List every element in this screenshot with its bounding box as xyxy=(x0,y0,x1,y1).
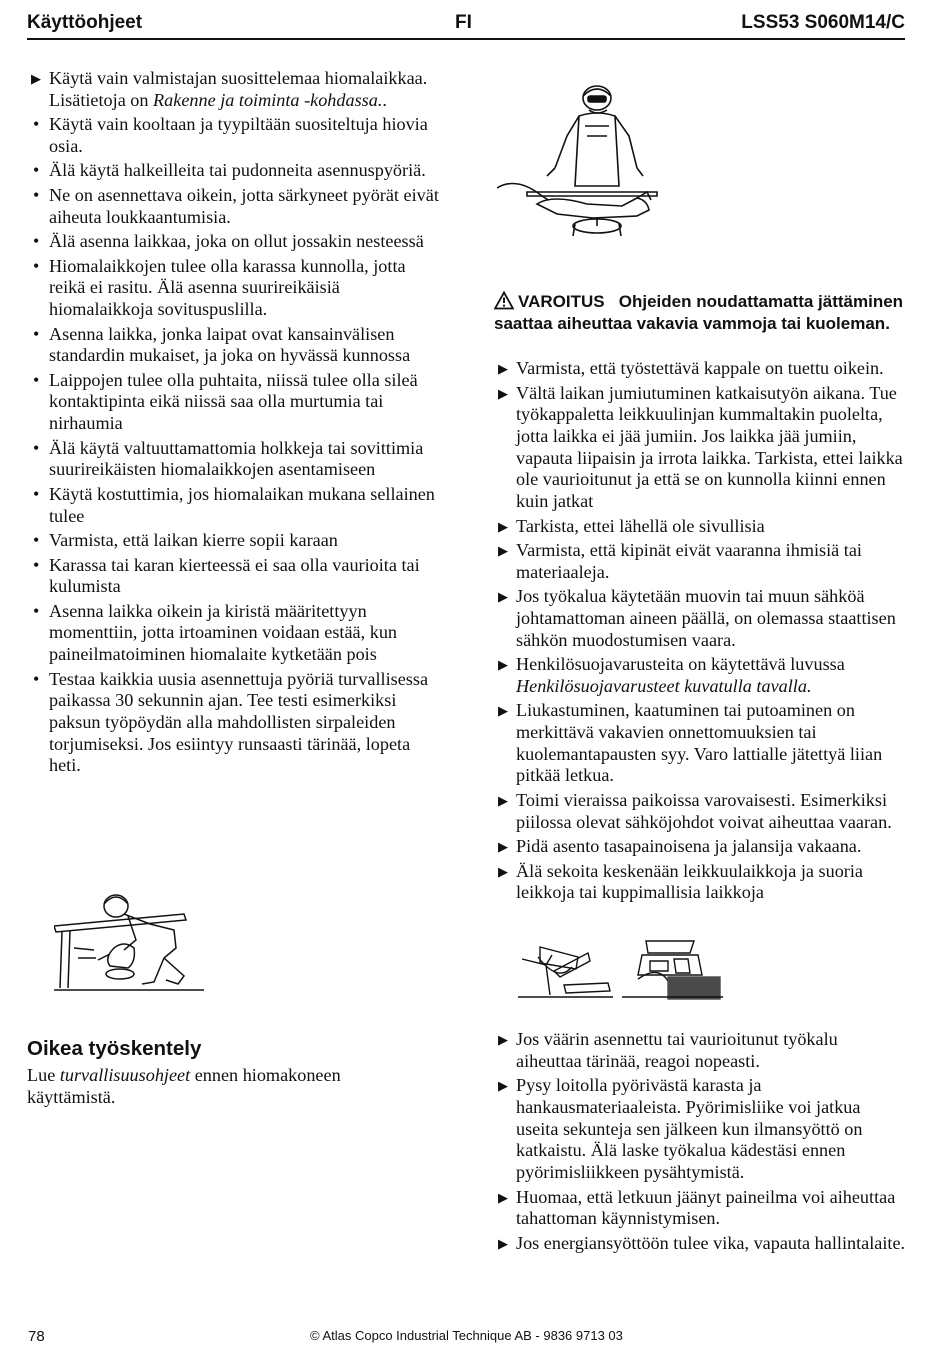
wheel-types-illustration xyxy=(518,935,723,1001)
triangle-bullet-icon: ▶ xyxy=(498,385,508,401)
text-run: Vältä laikan jumiutuminen katkaisutyön aikana. Tue työkappaletta leikkuulinjan kummaltakin puolelta, jotta laikka ei jää jumiin. Jos laikka jää jumiin, vapauta liipaisin ja irrota laikka. Tarkista, ettei laikka ole vaurioitunut ja että se on kunnolla kiinni ennen kuin jatkat xyxy=(516,382,903,512)
dot-bullet-icon: • xyxy=(33,323,40,344)
list-item xyxy=(30,185,445,228)
triangle-bullet-icon: ▶ xyxy=(498,1032,508,1047)
list-item xyxy=(497,1075,907,1184)
wheel-test-under-bench-illustration xyxy=(54,888,204,992)
triangle-bullet-icon: ▶ xyxy=(498,863,508,879)
triangle-bullet-icon: ▶ xyxy=(498,361,508,376)
text-run: Pysy loitolla pyörivästä karasta ja hankausmateriaaleista. Pyörimisliike voi jatkua useita sekunteja sen jälkeen kun ilmansyöttö on katkaistu. Älä laske työkalua kädestäsi ennen pyörimisliikkeen pysähtymistä. xyxy=(516,1075,863,1183)
header-model: LSS53 S060M14/C xyxy=(741,12,905,33)
dot-bullet-icon: • xyxy=(33,483,40,504)
section-title: Oikea työskentely xyxy=(27,1037,202,1060)
triangle-bullet-icon: ▶ xyxy=(498,1078,508,1094)
dot-bullet-icon: • xyxy=(33,184,40,205)
header-title: Käyttöohjeet xyxy=(27,12,143,33)
text-run: Käytä vain valmistajan suosittelemaa hiomalaikkaa. Lisätietoja on xyxy=(49,68,428,110)
dot-bullet-icon: • xyxy=(33,114,40,135)
list-item xyxy=(30,530,445,552)
text-run: Käytä vain kooltaan ja tyypiltään suositeltuja hiovia osia. xyxy=(49,114,428,156)
warning-label: VAROITUS xyxy=(518,292,605,311)
lower-right-list xyxy=(497,1029,907,1254)
text-run: Jos työkalua käytetään muovin tai muun sähköä johtamattoman aineen päällä, on olemassa staattisen sähkön muodostumisen vaara. xyxy=(516,586,896,650)
list-item xyxy=(30,68,445,111)
text-run: ennen hiomakoneen käyttämistä. xyxy=(27,1065,341,1107)
page-number: 78 xyxy=(28,1328,45,1345)
text-run: Käytä kostuttimia, jos hiomalaikan mukana sellainen tulee xyxy=(49,483,435,526)
triangle-bullet-icon: ▶ xyxy=(498,1189,508,1205)
page-header xyxy=(27,10,905,40)
text-run: turvallisuusohjeet xyxy=(59,1065,191,1085)
footer-copyright: © Atlas Copco Industrial Technique AB - 9836 9713 03 xyxy=(310,1328,623,1343)
list-item xyxy=(30,555,445,598)
list-item xyxy=(497,861,907,904)
text-run: Pidä asento tasapainoisena ja jalansija vakaana. xyxy=(516,836,862,857)
dot-bullet-icon: • xyxy=(33,369,40,390)
list-item xyxy=(30,484,445,527)
dot-bullet-icon: • xyxy=(33,160,40,181)
text-run: Asenna laikka oikein ja kiristä määritettyyn momenttiin, jotta irtoaminen voidaan estää, kun paineilmatoiminen hiomalaite kytketään pois xyxy=(49,600,398,665)
list-item xyxy=(30,114,445,157)
text-run: Varmista, että kipinät eivät vaaranna ihmisiä tai materiaaleja. xyxy=(516,540,862,582)
list-item xyxy=(497,540,907,583)
header-language: FI xyxy=(455,12,472,33)
text-run: Lue xyxy=(27,1065,60,1085)
text-run: Toimi vieraissa paikoissa varovaisesti. Esimerkiksi piilossa olevat sähköjohdot voivat aiheuttaa vaaran. xyxy=(516,789,892,832)
list-item xyxy=(30,601,445,666)
right-column xyxy=(497,358,907,907)
text-run: Asenna laikka, jonka laipat ovat kansainvälisen standardin mukaiset, ja joka on hyvässä kunnossa xyxy=(49,323,411,366)
operator-grinding-illustration xyxy=(497,76,667,246)
triangle-bullet-icon: ▶ xyxy=(498,839,508,855)
text-run: Varmista, että laikan kierre sopii karaan xyxy=(49,530,338,551)
text-run: Älä käytä halkeilleita tai pudonneita asennuspyöriä. xyxy=(49,160,426,181)
list-item xyxy=(30,669,445,778)
list-item xyxy=(497,1187,907,1230)
text-run: Laippojen tulee olla puhtaita, niissä tulee olla sileä kontaktipinta eikä niissä saa olla murtumia tai nirhaumia xyxy=(49,369,418,434)
list-item xyxy=(30,438,445,481)
list-item xyxy=(497,700,907,787)
text-run: Henkilösuojavarusteet kuvatulla tavalla. xyxy=(516,675,812,696)
text-run: Testaa kaikkia uusia asennettuja pyöriä turvallisessa paikassa 30 sekunnin ajan. Tee testi esimerkiksi paksun työpöydän alla mahdollisten sirpaleiden torjumiseksi. Jos esiintyy runsaasti tärinää, lopeta heti. xyxy=(49,668,429,776)
list-item xyxy=(30,256,445,321)
list-item xyxy=(30,370,445,435)
list-item xyxy=(30,324,445,367)
list-item xyxy=(497,836,907,858)
list-item xyxy=(497,654,907,697)
section-text xyxy=(27,1065,427,1108)
text-run: Liukastuminen, kaatuminen tai putoaminen on merkittävä vakavien onnettomuuksien tai kuolemantapausten syy. Varo lattialle jätettyä liian pitkää letkua. xyxy=(516,700,883,786)
list-item xyxy=(30,160,445,182)
text-run: Tarkista, ettei lähellä ole sivullisia xyxy=(516,515,765,536)
list-item xyxy=(497,586,907,651)
text-run: Huomaa, että letkuun jäänyt paineilma voi aiheuttaa tahattoman käynnistymisen. xyxy=(516,1186,896,1229)
text-run: Älä käytä valtuuttamattomia holkkeja tai sovittimia suurireikäisten hiomalaikkojen asentamiseen xyxy=(49,437,424,480)
dot-bullet-icon: • xyxy=(33,231,40,252)
text-run: . xyxy=(382,89,387,110)
dot-bullet-icon: • xyxy=(33,255,40,276)
triangle-bullet-icon: ▶ xyxy=(31,71,41,86)
text-run: Ne on asennettava oikein, jotta särkyneet pyörät eivät aiheuta loukkaantumisia. xyxy=(49,184,439,227)
text-run: Hiomalaikkojen tulee olla karassa kunnolla, jotta reikä ei rasitu. Älä asenna suurireikäisiä hiomalaikkoja sovituspuslilla. xyxy=(49,255,406,320)
list-item xyxy=(497,358,907,380)
triangle-bullet-icon: ▶ xyxy=(498,657,508,673)
dot-bullet-icon: • xyxy=(33,668,40,689)
warning-triangle-icon xyxy=(494,291,514,310)
list-item xyxy=(497,383,907,513)
triangle-bullet-icon: ▶ xyxy=(498,792,508,808)
triangle-bullet-icon: ▶ xyxy=(498,589,508,605)
list-item xyxy=(30,231,445,253)
list-item xyxy=(497,1029,907,1072)
left-list xyxy=(30,68,445,777)
text-run: Karassa tai karan kierteessä ei saa olla vaurioita tai kulumista xyxy=(49,554,420,597)
triangle-bullet-icon: ▶ xyxy=(498,543,508,559)
list-item xyxy=(497,790,907,833)
warning-text: Ohjeiden noudattamatta jättäminen saattaa aiheuttaa vakavia vammoja tai kuoleman. xyxy=(494,292,904,333)
text-run: Henkilösuojavarusteita on käytettävä luvussa xyxy=(516,654,845,675)
dot-bullet-icon: • xyxy=(33,600,40,621)
list-item xyxy=(497,516,907,538)
list-item xyxy=(497,1233,907,1255)
text-run: Rakenne ja toiminta -kohdassa. xyxy=(153,89,383,110)
right-list xyxy=(497,358,907,904)
text-run: Jos energiansyöttöön tulee vika, vapauta hallintalaite. xyxy=(516,1232,906,1253)
triangle-bullet-icon: ▶ xyxy=(498,1235,508,1251)
lower-right-column xyxy=(497,1029,907,1257)
triangle-bullet-icon: ▶ xyxy=(498,518,508,534)
text-run: Varmista, että työstettävä kappale on tuettu oikein. xyxy=(516,358,884,378)
text-run: Jos väärin asennettu tai vaurioitunut työkalu aiheuttaa tärinää, reagoi nopeasti. xyxy=(516,1029,838,1071)
text-run: Älä asenna laikkaa, joka on ollut jossakin nesteessä xyxy=(49,231,424,252)
dot-bullet-icon: • xyxy=(33,554,40,575)
triangle-bullet-icon: ▶ xyxy=(498,703,508,719)
dot-bullet-icon: • xyxy=(33,530,40,551)
dot-bullet-icon: • xyxy=(33,437,40,458)
text-run: Älä sekoita keskenään leikkuulaikkoja ja suoria leikkoja tai kuppimallisia laikkoja xyxy=(516,860,863,903)
warning-block xyxy=(494,291,914,334)
left-column xyxy=(30,68,445,780)
